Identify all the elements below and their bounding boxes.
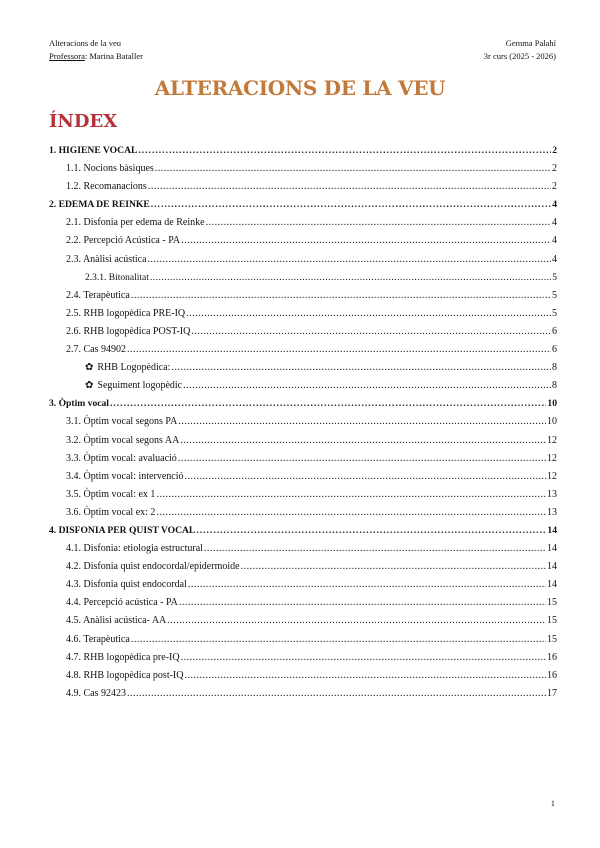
toc-entry-label [49, 142, 137, 160]
document-title: ALTERACIONS DE LA VEU [154, 76, 446, 100]
toc-entry-page: 13 [547, 506, 557, 518]
header-left [49, 37, 143, 62]
toc-entry-text: 2.4. Terapèutica [66, 289, 130, 301]
toc-entry[interactable] [49, 251, 557, 269]
toc-entry[interactable] [49, 468, 557, 486]
toc-entry-text: 1.2. Recomanacions [66, 181, 147, 193]
toc-entry-text: Seguiment logopèdic [97, 380, 183, 392]
toc-leader-dots [148, 251, 551, 269]
toc-entry-text: 4. DISFONIA PER QUIST VOCAL [49, 524, 196, 536]
toc-entry[interactable] [49, 432, 557, 450]
toc-entry-page: 12 [547, 470, 557, 482]
toc-entry-page: 8 [552, 380, 557, 392]
toc-leader-dots [186, 305, 551, 323]
toc-entry-text: 4.4. Percepció acústica - PA [66, 597, 178, 609]
toc-leader-dots [179, 594, 546, 612]
toc-entry-page: 2 [552, 181, 557, 193]
page-number: 1 [550, 798, 555, 808]
toc-entry-label [66, 540, 203, 558]
flower-icon: ✿ [85, 362, 94, 374]
toc-leader-dots [156, 486, 546, 504]
toc-entry-label [66, 594, 178, 612]
toc-entry[interactable] [49, 214, 557, 232]
toc-entry-page: 17 [547, 687, 557, 699]
toc-entry-label [66, 631, 130, 649]
toc-entry[interactable] [49, 558, 557, 576]
toc-leader-dots [151, 196, 551, 214]
toc-entry-text: 4.5. Anàlisi acústica- AA [66, 615, 167, 627]
toc-entry-label [66, 287, 130, 305]
toc-entry[interactable] [49, 178, 557, 196]
toc-leader-dots [196, 522, 546, 540]
toc-entry[interactable] [49, 142, 557, 160]
toc-entry-page: 4 [552, 199, 557, 211]
flower-icon: ✿ [85, 380, 94, 392]
toc-entry-text: 2.2. Percepció Acústica - PA [66, 235, 181, 247]
toc-entry-text: 3. Òptim vocal [49, 398, 109, 410]
toc-leader-dots [167, 612, 546, 630]
toc-entry-page: 15 [547, 597, 557, 609]
toc-entry-label [66, 214, 205, 232]
toc-entry-page: 14 [547, 561, 557, 573]
toc-entry-text: 3.6. Òptim vocal ex: 2 [66, 506, 156, 518]
toc-entry[interactable] [49, 667, 557, 685]
toc-entry-label [66, 504, 155, 522]
toc-entry-label [66, 667, 184, 685]
toc-entry-page: 14 [547, 524, 557, 536]
toc-entry-label [85, 377, 182, 395]
toc-entry[interactable] [49, 323, 557, 341]
toc-entry[interactable] [49, 305, 557, 323]
toc-entry-text: RHB Logopèdica: [97, 362, 171, 374]
toc-leader-dots [178, 450, 546, 468]
toc-entry-label [66, 178, 147, 196]
toc-entry-label [66, 341, 126, 359]
toc-entry-text: 2. EDEMA DE REINKE [49, 199, 150, 211]
index-heading: ÍNDEX [49, 111, 118, 132]
toc-entry-label [66, 160, 154, 178]
toc-leader-dots [206, 214, 551, 232]
toc-entry[interactable] [49, 504, 557, 522]
toc-leader-dots [131, 631, 546, 649]
toc-entry[interactable] [49, 522, 557, 540]
toc-entry-page: 10 [547, 398, 557, 410]
toc-entry-label [66, 468, 183, 486]
toc-entry[interactable] [49, 685, 557, 703]
toc-entry-text: 1. HIGIENE VOCAL [49, 145, 138, 156]
toc-leader-dots [191, 323, 551, 341]
toc-entry-label [66, 305, 185, 323]
toc-entry-page: 14 [547, 579, 557, 591]
header-teacher-label: Professora [49, 50, 85, 61]
toc-entry-text: 4.1. Disfonia: etiologia estructural [66, 543, 203, 555]
toc-entry-label [66, 232, 180, 250]
header-author: Gemma Palahí [505, 38, 556, 48]
toc-entry-page: 4 [552, 235, 557, 247]
toc-leader-dots [188, 576, 546, 594]
header-teacher-name: : Marina Bataller [84, 50, 143, 61]
toc-entry-text: 4.3. Disfonia quist endocordal [66, 579, 187, 591]
toc-entry[interactable] [49, 576, 557, 594]
toc-entry-page: 15 [547, 615, 557, 627]
toc-entry-text: 3.1. Òptim vocal segons PA [66, 416, 178, 428]
toc-entry-text: 1.1. Nocions bàsiques [66, 163, 154, 175]
toc-entry-text: 4.8. RHB logopèdica post-IQ [66, 669, 184, 681]
toc-entry-label [66, 649, 180, 667]
header-right [484, 37, 556, 62]
toc-entry-page: 10 [547, 416, 557, 428]
toc-entry-page: 6 [552, 344, 557, 356]
toc-entry-label [66, 323, 190, 341]
toc-entry[interactable] [49, 359, 557, 377]
toc-leader-dots [178, 413, 546, 431]
toc-entry-page: 8 [552, 362, 557, 374]
toc-entry-text: 3.2. Òptim vocal segons AA [66, 434, 180, 446]
toc-entry-text: 2.1. Disfonia per edema de Reinke [66, 217, 205, 229]
toc-entry-page: 12 [547, 452, 557, 464]
toc-entry[interactable] [49, 631, 557, 649]
toc-entry[interactable] [49, 377, 557, 395]
toc-entry-text: 2.3. Anàlisi acústica [66, 253, 147, 265]
toc-entry-label [66, 432, 179, 450]
toc-entry-text: 2.3.1. Bitonalitat [85, 272, 149, 283]
toc-entry-text: 4.6. Terapèutica [66, 633, 130, 645]
toc-entry[interactable] [49, 269, 557, 287]
toc-leader-dots [181, 649, 546, 667]
toc-leader-dots [148, 178, 551, 196]
toc-entry-text: 4.2. Disfonia quist endocordal/epidermoide [66, 561, 240, 573]
toc-entry-label [66, 413, 177, 431]
toc-entry-page: 2 [552, 163, 557, 175]
toc-leader-dots [131, 287, 551, 305]
toc-entry[interactable] [49, 450, 557, 468]
toc-entry-page: 14 [547, 543, 557, 555]
toc-entry-label [66, 612, 166, 630]
toc-leader-dots [138, 142, 551, 160]
toc-leader-dots [241, 558, 546, 576]
toc-entry[interactable] [49, 612, 557, 630]
header-course: Alteracions de la veu [49, 38, 121, 48]
toc-entry-text: 3.5. Òptim vocal: ex 1 [66, 488, 156, 500]
toc-entry-page: 16 [547, 651, 557, 663]
toc-entry-text: 2.6. RHB logopèdica POST-IQ [66, 325, 191, 337]
header-teacher [49, 50, 143, 63]
toc-entry-page: 6 [552, 325, 557, 337]
toc-entry-page: 13 [547, 488, 557, 500]
toc-entry[interactable] [49, 341, 557, 359]
toc-entry[interactable] [49, 486, 557, 504]
toc-entry-page: 4 [552, 253, 557, 265]
toc-entry-label [66, 576, 187, 594]
toc-leader-dots [155, 160, 551, 178]
toc-entry-label [66, 486, 155, 504]
toc-leader-dots [204, 540, 546, 558]
toc-leader-dots [127, 341, 551, 359]
toc-entry-label [49, 395, 109, 413]
toc-entry-page: 16 [547, 669, 557, 681]
toc-entry-label [85, 359, 170, 377]
toc-entry-label [66, 558, 240, 576]
toc-leader-dots [180, 432, 546, 450]
toc-leader-dots [127, 685, 546, 703]
toc-entry[interactable] [49, 395, 557, 413]
toc-entry-page: 15 [547, 633, 557, 645]
toc-entry[interactable] [49, 413, 557, 431]
toc-entry-label [85, 269, 149, 287]
toc-entry[interactable] [49, 232, 557, 250]
toc-leader-dots [181, 232, 551, 250]
toc-entry[interactable] [49, 287, 557, 305]
toc-entry[interactable] [49, 649, 557, 667]
toc-leader-dots [171, 359, 551, 377]
toc-entry[interactable] [49, 160, 557, 178]
toc-entry-text: 2.5. RHB logopèdica PRE-IQ [66, 307, 186, 319]
toc-entry-label [66, 251, 147, 269]
toc-entry[interactable] [49, 196, 557, 214]
toc-entry-page: 2 [552, 145, 557, 156]
toc-entry-page: 4 [552, 217, 557, 229]
toc-leader-dots [183, 377, 551, 395]
toc-entry-text: 4.7. RHB logopèdica pre-IQ [66, 651, 180, 663]
toc-entry-text: 3.3. Òptim vocal: avaluació [66, 452, 177, 464]
toc-entry-page: 5 [552, 289, 557, 301]
toc-leader-dots [156, 504, 546, 522]
toc-entry-label [66, 450, 177, 468]
toc-entry-page: 5 [552, 307, 557, 319]
toc-leader-dots [150, 269, 551, 287]
toc-entry-page: 12 [547, 434, 557, 446]
table-of-contents [49, 142, 557, 703]
toc-entry-text: 2.7. Cas 94902 [66, 344, 126, 356]
toc-entry-label [66, 685, 126, 703]
toc-entry-text: 4.9. Cas 92423 [66, 687, 126, 699]
toc-entry-page: 5 [552, 272, 557, 283]
toc-entry-text: 3.4. Òptim vocal: intervenció [66, 470, 184, 482]
toc-leader-dots [185, 667, 547, 685]
toc-entry[interactable] [49, 540, 557, 558]
toc-leader-dots [184, 468, 546, 486]
toc-leader-dots [110, 395, 546, 413]
toc-entry[interactable] [49, 594, 557, 612]
toc-entry-label [49, 196, 150, 214]
header-year: 3r curs (2025 - 2026) [483, 50, 556, 61]
toc-entry-label [49, 522, 195, 540]
